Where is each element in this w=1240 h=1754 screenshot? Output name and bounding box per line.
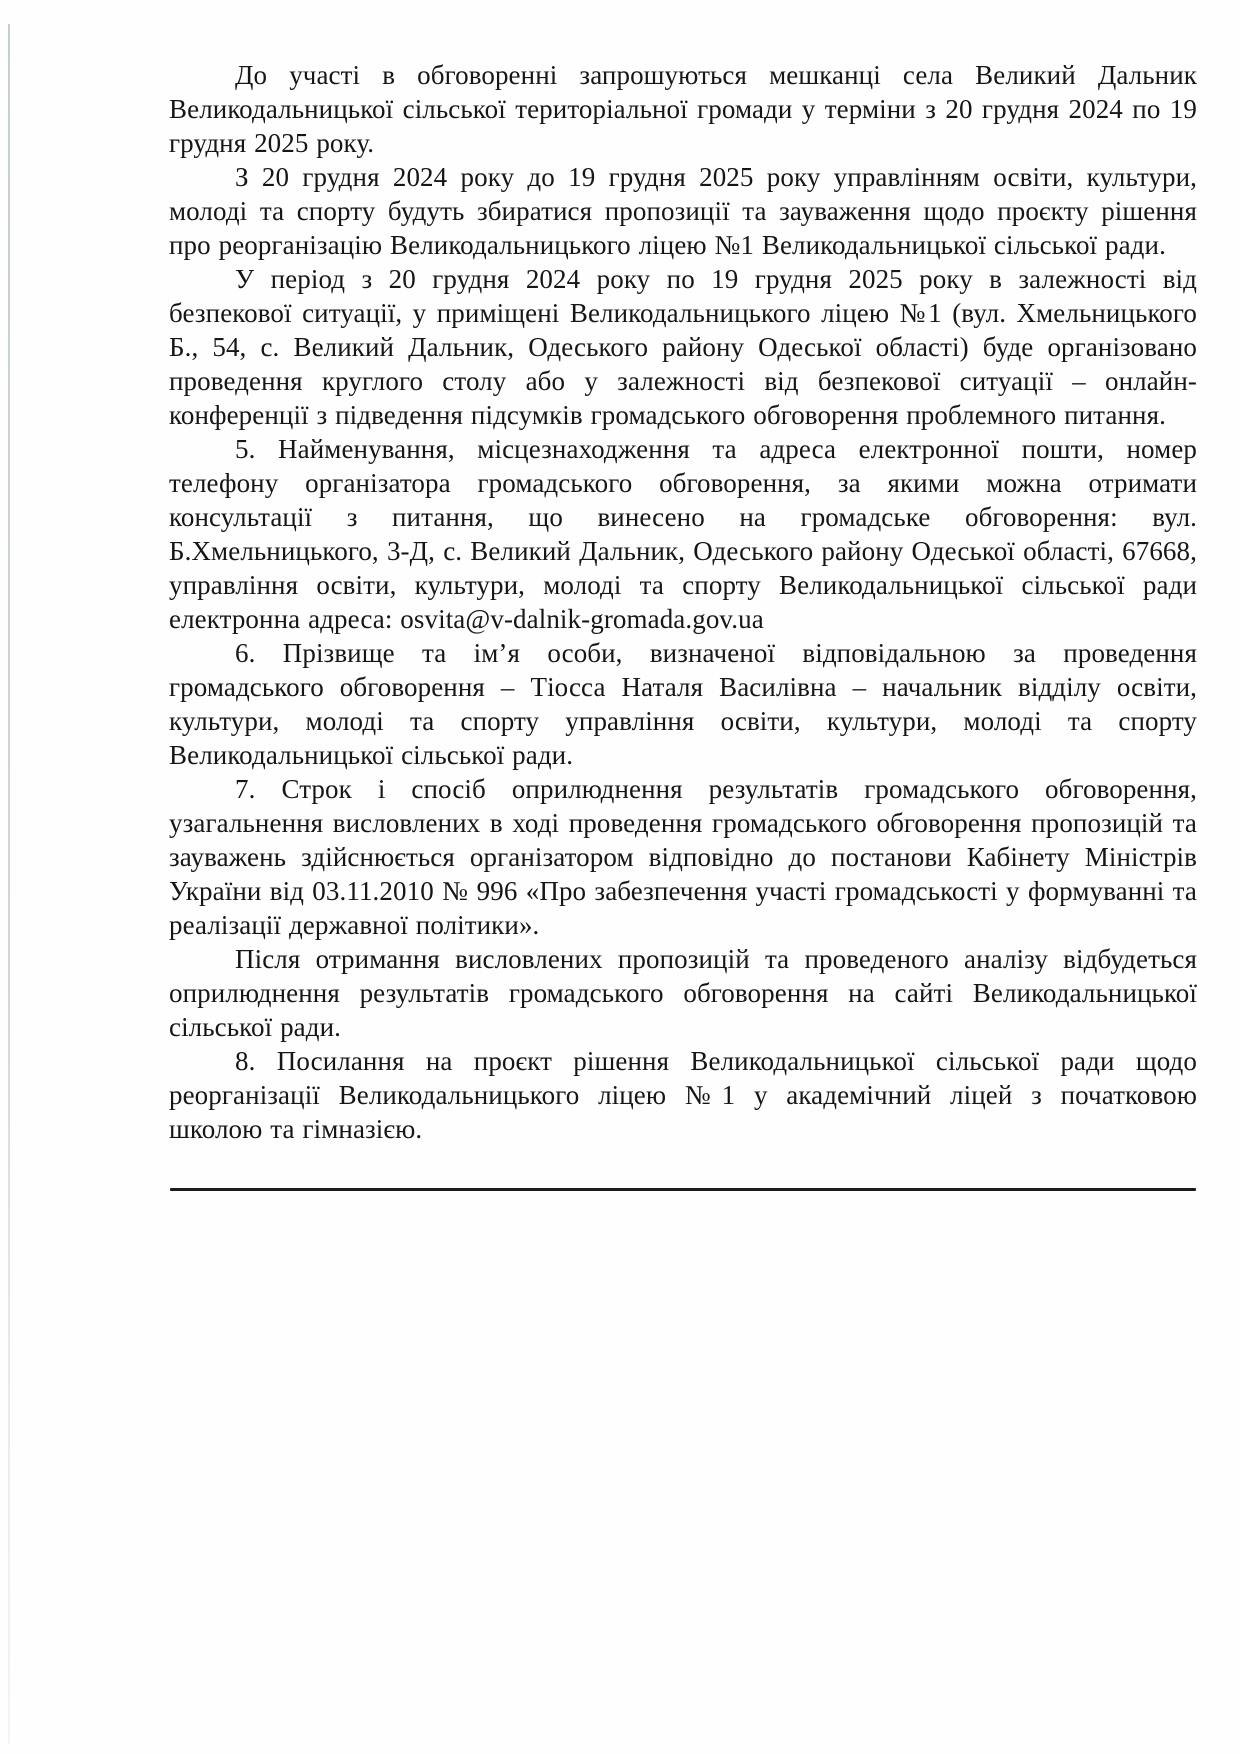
divider-line	[170, 1188, 1196, 1191]
scan-edge-artifact	[8, 24, 10, 1744]
paragraph-round-table-arrangement: У період з 20 грудня 2024 року по 19 грудня 2025 року в залежності від безпекової ситуації, у приміщені Великодальницького ліцею №1 (вул. Хмельницького Б., 54, с. Великий Дальник, Одеського району Одеської області) буде організовано проведення круглого столу або у залежності від безпекової ситуації – онлайн-конференції з підведення підсумків громадського обговорення проблемного питання.	[169, 264, 1197, 430]
paragraph-item-8-draft-decision-link: 8. Посилання на проєкт рішення Великодальницької сільської ради щодо реорганізації Великодальницького ліцею №1 у академічний ліцей з початковою школою та гімназією.	[169, 1046, 1197, 1144]
paragraph-item-5-organizer-contacts: 5. Найменування, місцезнаходження та адреса електронної пошти, номер телефону організатора громадського обговорення, за якими можна отримати консультації з питання, що винесено на громадське обговорення: вул. Б.Хмельницького, 3-Д, с. Великий Дальник, Одеського району Одеської області, 67668, управління освіти, культури, молоді та спорту Великодальницької сільської ради електронна адреса: osvita@v-dalnik-gromada.gov.ua	[169, 434, 1197, 634]
paragraph-participants-invitation: До участі в обговоренні запрошуються мешканці села Великий Дальник Великодальницької сільської територіальної громади у терміни з 20 грудня 2024 по 19 грудня 2025 року.	[169, 60, 1197, 158]
paragraph-item-6-responsible-person: 6. Прізвище та ім’я особи, визначеної відповідальною за проведення громадського обговорення – Тіосса Наталя Василівна – начальник відділу освіти, культури, молоді та спорту управління освіти, культури, молоді та спорту Великодальницької сільської ради.	[169, 638, 1197, 770]
paragraph-analysis-publication: Після отримання висловлених пропозицій та проведеного аналізу відбудеться оприлюднення результатів громадського обговорення на сайті Великодальницької сільської ради.	[169, 944, 1197, 1042]
document-text-block	[169, 58, 1197, 1191]
paragraph-item-7-results-publication: 7. Строк і спосіб оприлюднення результатів громадського обговорення, узагальнення висловлених в ході проведення громадського обговорення пропозицій та зауважень здійснюється організатором відповідно до постанови Кабінету Міністрів України від 03.11.2010 № 996 «Про забезпечення участі громадськості у формуванні та реалізації державної політики».	[169, 774, 1197, 940]
paragraph-proposals-collection-period: З 20 грудня 2024 року до 19 грудня 2025 року управлінням освіти, культури, молоді та спорту будуть збиратися пропозиції та зауваження щодо проєкту рішення про реорганізацію Великодальницького ліцею №1 Великодальницької сільської ради.	[169, 162, 1197, 260]
